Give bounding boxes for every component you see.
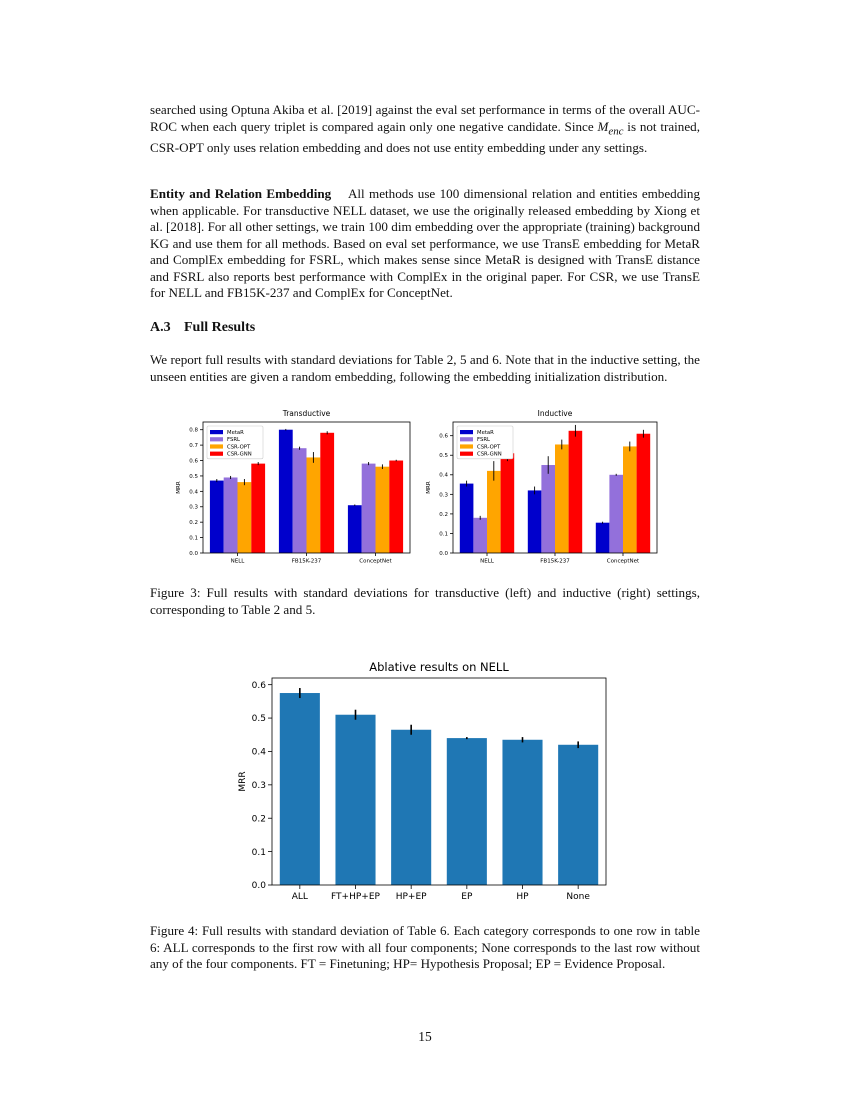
figure4-caption: Figure 4: Full results with standard deviation of Table 6. Each category corresponds to one row in table 6: ALL corresponds to the first row with all four components; None corresponds to the last row without any of the four components. FT = Finetuning; HP= Hypothesis Proposal; EP = Evidence Proposal.: [150, 923, 700, 971]
bar-fsrl-fb15k-237: [293, 448, 307, 553]
y-tick-label: 0.4: [251, 747, 266, 758]
x-tick-label: ALL: [291, 892, 308, 902]
math-enc-subscript: enc: [608, 125, 624, 138]
bar-csr-opt-conceptnet: [376, 467, 390, 553]
y-tick-label: 0.5: [439, 453, 448, 460]
y-tick-label: 0.1: [189, 535, 198, 542]
y-tick-label: 0.3: [251, 780, 266, 791]
section-title: Full Results: [184, 320, 256, 335]
bar-fsrl-conceptnet: [362, 464, 376, 553]
bar-csr-gnn-fb15k-237: [320, 433, 334, 553]
x-tick-label: HP+EP: [395, 892, 427, 902]
inductive-chart: [420, 405, 665, 570]
legend-label: MetaR: [477, 430, 494, 436]
legend-label: CSR-GNN: [227, 451, 252, 458]
paragraph-optuna-text-2: is not trained, CSR-OPT only uses relation embedding and does not use entity embedding under any settings.: [150, 118, 700, 155]
y-tick-label: 0.3: [439, 492, 448, 499]
paragraph-embedding-heading: Entity and Relation Embedding: [150, 186, 332, 201]
bar-value-ep: [447, 738, 487, 885]
bar-csr-gnn-conceptnet: [637, 434, 651, 553]
x-tick-label: ConceptNet: [606, 558, 640, 565]
legend-label: FSRL: [227, 437, 240, 444]
y-tick-label: 0.8: [189, 427, 198, 434]
bar-value-hp-ep: [391, 730, 431, 885]
y-tick-label: 0.1: [439, 531, 448, 538]
bar-metar-fb15k-237: [528, 490, 542, 553]
x-tick-label: HP: [516, 892, 529, 902]
legend-label: CSR-OPT: [227, 444, 251, 451]
math-m: M: [597, 118, 609, 134]
bar-fsrl-conceptnet: [609, 475, 623, 553]
paragraph-embedding-text: All methods use 100 dimensional relation and entities embedding when applicable. For transductive NELL dataset, we use the originally released embedding by Xiong et al. [2018]. For all other settings, we train 100 dim embedding over the appropriate (training) background KG and use them for all methods. Based on eval set performance, we use TransE embedding for MetaR and ComplEx embedding for FSRL, which makes sense since MetaR is designed with TransE distance and FSRL also reports best performance with ComplEx in the original paper. For CSR, we use TransE for NELL and FB15K-237 and ComplEx for ConceptNet.: [150, 186, 700, 300]
section-heading: [150, 320, 255, 336]
legend-swatch: [210, 444, 223, 448]
bar-value-all: [280, 693, 320, 885]
bar-fsrl-fb15k-237: [541, 465, 555, 553]
y-tick-label: 0.3: [189, 504, 198, 511]
bar-csr-opt-fb15k-237: [555, 444, 569, 553]
legend-swatch: [210, 430, 223, 434]
paragraph-embedding: [150, 186, 700, 302]
bar-fsrl-nell: [473, 518, 487, 553]
y-tick-label: 0.0: [189, 550, 198, 557]
x-tick-label: FB15K-237: [291, 558, 322, 565]
bar-metar-fb15k-237: [279, 430, 293, 553]
x-tick-label: None: [566, 892, 590, 902]
paragraph-optuna-text-1: searched using Optuna Akiba et al. [2019] against the eval set performance in terms of the overall AUC-ROC when each query triplet is compared again only one negative candidate. Since: [150, 102, 700, 134]
y-tick-label: 0.4: [439, 472, 448, 479]
paragraph-optuna: [150, 102, 700, 156]
y-tick-label: 0.0: [439, 550, 448, 557]
figure3-caption: Figure 3: Full results with standard deviations for transductive (left) and inductive (right) settings, corresponding to Table 2 and 5.: [150, 585, 700, 617]
y-tick-label: 0.2: [251, 814, 266, 825]
y-tick-label: 0.2: [439, 511, 448, 518]
y-tick-label: 0.6: [439, 433, 448, 440]
legend-swatch: [210, 452, 223, 456]
y-tick-label: 0.5: [189, 473, 198, 480]
legend-label: CSR-OPT: [477, 444, 501, 451]
y-tick-label: 0.6: [189, 458, 198, 465]
x-tick-label: FT+HP+EP: [331, 892, 380, 902]
bar-csr-opt-nell: [238, 482, 252, 553]
bar-metar-conceptnet: [596, 523, 610, 553]
y-tick-label: 0.7: [189, 443, 198, 450]
bar-metar-nell: [460, 484, 474, 553]
math-m-enc: [597, 118, 624, 138]
bar-value-none: [558, 745, 598, 885]
bar-value-hp: [502, 740, 542, 885]
chart-title: Transductive: [282, 409, 331, 418]
chart-title: Inductive: [537, 409, 573, 418]
bar-csr-gnn-nell: [501, 453, 515, 553]
y-axis-label: MRR: [238, 771, 248, 792]
y-tick-label: 0.0: [251, 881, 266, 892]
ablation-chart: [230, 658, 610, 910]
legend-swatch: [460, 430, 473, 434]
chart-title: Ablative results on NELL: [369, 660, 509, 674]
y-tick-label: 0.4: [189, 489, 198, 496]
transductive-chart: [170, 405, 420, 570]
y-tick-label: 0.6: [251, 680, 266, 691]
y-axis-label: MRR: [426, 481, 432, 494]
x-tick-label: ConceptNet: [359, 558, 392, 565]
y-tick-label: 0.2: [189, 520, 198, 527]
page-number: 15: [418, 1029, 432, 1044]
x-tick-label: FB15K-237: [540, 558, 570, 565]
bar-csr-opt-nell: [487, 471, 501, 553]
legend-swatch: [460, 452, 473, 456]
legend-swatch: [210, 437, 223, 441]
x-tick-label: NELL: [230, 558, 245, 565]
y-tick-label: 0.1: [251, 847, 266, 858]
x-tick-label: NELL: [480, 558, 494, 565]
bar-csr-opt-fb15k-237: [307, 457, 321, 553]
bar-csr-gnn-fb15k-237: [569, 431, 583, 553]
legend-swatch: [460, 444, 473, 448]
legend-label: MetaR: [227, 430, 244, 436]
legend-swatch: [460, 437, 473, 441]
y-axis-label: MRR: [176, 481, 182, 494]
paragraph-full-results: We report full results with standard deviations for Table 2, 5 and 6. Note that in the inductive setting, the unseen entities are given a random embedding, following the embedding initialization distribution.: [150, 352, 700, 384]
bar-metar-nell: [210, 481, 224, 553]
bar-fsrl-nell: [224, 477, 238, 553]
bar-csr-opt-conceptnet: [623, 446, 637, 553]
legend-label: FSRL: [477, 437, 490, 444]
bar-csr-gnn-conceptnet: [389, 461, 403, 553]
bar-metar-conceptnet: [348, 505, 362, 553]
bar-value-ft-hp-ep: [335, 715, 375, 885]
y-tick-label: 0.5: [251, 714, 266, 725]
bar-csr-gnn-nell: [251, 464, 265, 553]
x-tick-label: EP: [461, 892, 473, 902]
section-number: A.3: [150, 320, 171, 335]
legend-label: CSR-GNN: [477, 451, 502, 458]
plot-frame: [272, 678, 606, 885]
